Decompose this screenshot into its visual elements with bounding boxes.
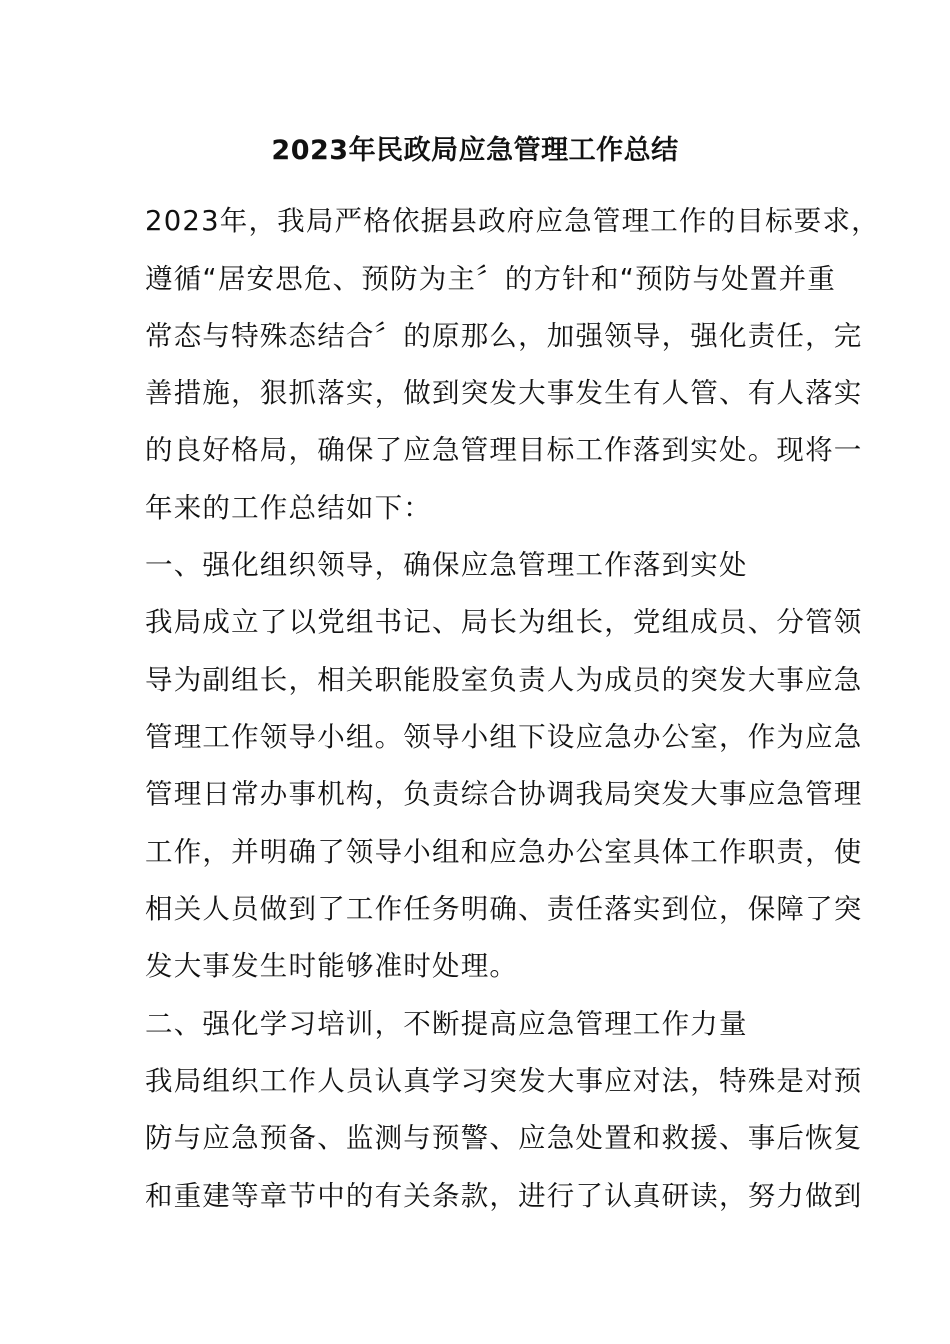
- paragraph-line: 导为副组长，相关职能股室负责人为成员的突发大事应急: [145, 664, 863, 696]
- paragraph-line: 善措施，狠抓落实，做到突发大事发生有人管、有人落实: [145, 377, 863, 409]
- paragraph-line: 工作，并明确了领导小组和应急办公室具体工作职责，使: [145, 836, 863, 868]
- paragraph-line: 管理工作领导小组。领导小组下设应急办公室，作为应急: [145, 721, 863, 753]
- section-heading: 二、强化学习培训，不断提高应急管理工作力量: [145, 1008, 748, 1040]
- paragraph-line: 相关人员做到了工作任务明确、责任落实到位，保障了突: [145, 893, 863, 925]
- paragraph-line: 我局成立了以党组书记、局长为组长，党组成员、分管领: [145, 606, 863, 638]
- paragraph-line: 我局组织工作人员认真学习突发大事应对法，特殊是对预: [145, 1065, 863, 1097]
- section-heading: 一、强化组织领导，确保应急管理工作落到实处: [145, 549, 748, 581]
- paragraph-line: 2023年，我局严格依据县政府应急管理工作的目标要求，: [145, 205, 880, 237]
- paragraph-line: 防与应急预备、监测与预警、应急处置和救援、事后恢复: [145, 1122, 863, 1154]
- paragraph-line: 和重建等章节中的有关条款，进行了认真研读，努力做到: [145, 1180, 863, 1212]
- paragraph-line: 遵循“居安思危、预防为主〞的方针和“预防与处置并重: [145, 263, 836, 295]
- paragraph-line: 的良好格局，确保了应急管理目标工作落到实处。现将一: [145, 434, 863, 466]
- document-title: 2023年民政局应急管理工作总结: [271, 135, 679, 166]
- paragraph-line: 管理日常办事机构，负责综合协调我局突发大事应急管理: [145, 778, 863, 810]
- paragraph-line: 常态与特殊态结合〞的原那么，加强领导，强化责任，完: [145, 320, 863, 352]
- paragraph-line: 年来的工作总结如下：: [145, 492, 432, 524]
- paragraph-line: 发大事发生时能够准时处理。: [145, 950, 519, 982]
